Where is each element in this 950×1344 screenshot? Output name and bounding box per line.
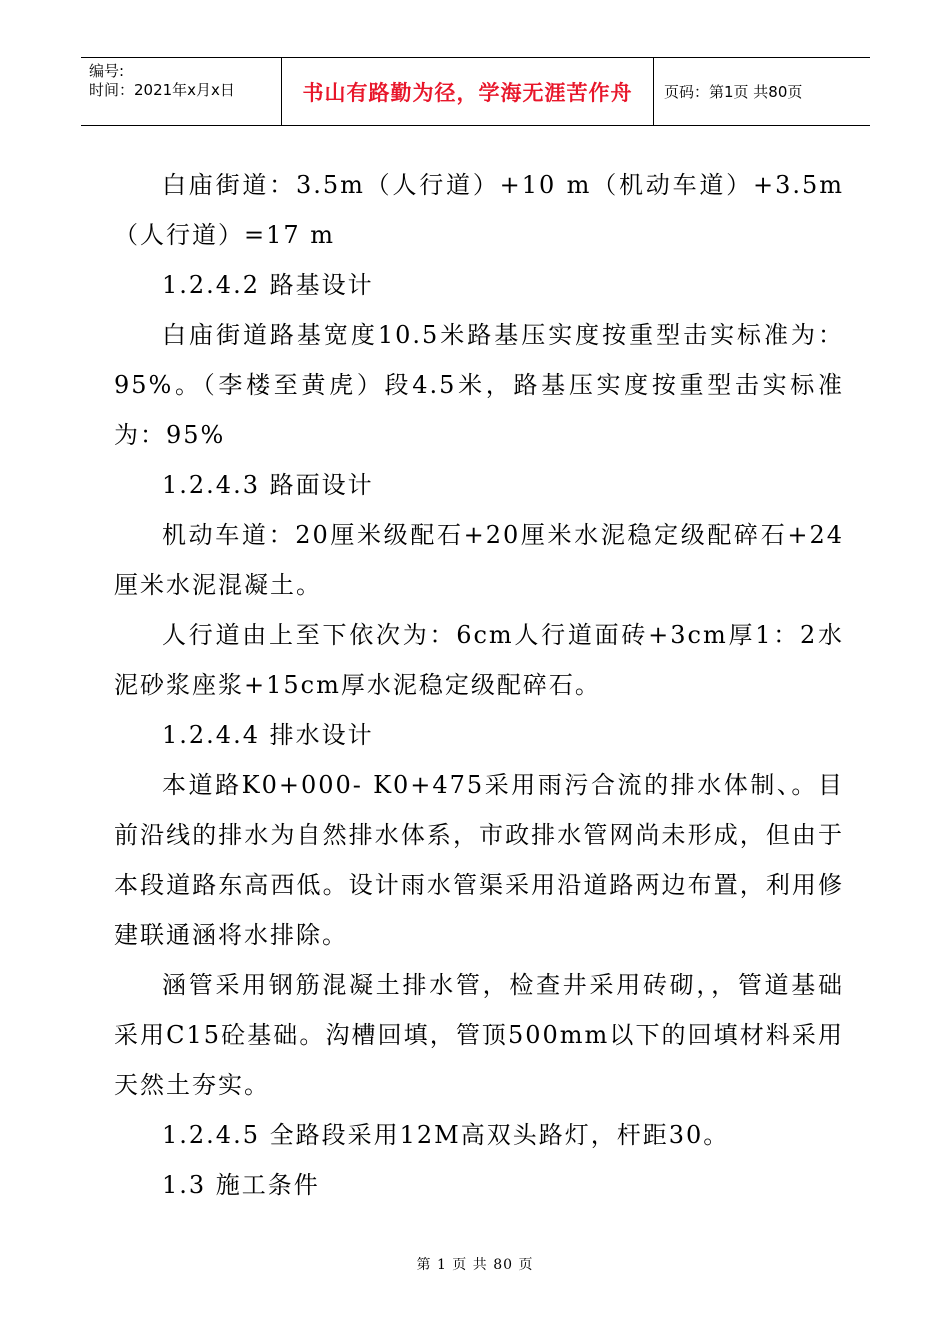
paragraph-motor-lane: 机动车道：20厘米级配石+20厘米水泥稳定级配碎石+24厘米水泥混凝土。 [114,521,844,599]
section-heading-lighting: 1.2.4.5 全路段采用12M高双头路灯，杆距30。 [162,1121,730,1149]
document-date: 时间：2021年x月x日 [89,81,235,99]
section-heading-subgrade: 1.2.4.2 路基设计 [162,271,374,299]
section-heading-construction-conditions: 1.3 施工条件 [162,1171,320,1199]
paragraph-drainage: 本道路K0+000- K0+475采用雨污合流的排水体制、。目前沿线的排水为自然排水体系，市政排水管网尚未形成，但由于本段道路东高西低。设计雨水管渠采用沿道路两边布置，利用修建联通涵将水排除。 [114,771,844,949]
paragraph-subgrade: 白庙街道路基宽度10.5米路基压实度按重型击实标准为：95%。（李楼至黄虎）段4.5米，路基压实度按重型击实标准为：95% [114,321,844,449]
paragraph-road-width: 白庙街道：3.5m（人行道）+10 m（机动车道）+3.5m（人行道）=17 m [114,171,844,249]
paragraph-culvert: 涵管采用钢筋混凝土排水管，检查井采用砖砌，，管道基础采用C15砼基础。沟槽回填，管顶500mm以下的回填材料采用天然土夯实。 [114,971,844,1099]
document-body [114,160,844,1210]
section-heading-drainage: 1.2.4.4 排水设计 [162,721,374,749]
paragraph-sidewalk: 人行道由上至下依次为：6cm人行道面砖+3cm厚1：2水泥砂浆座浆+15cm厚水泥稳定级配碎石。 [114,621,844,699]
header-motto: 书山有路勤为径，学海无涯苦作舟 [281,58,654,125]
document-number-label: 编号: [89,62,125,80]
section-heading-pavement: 1.2.4.3 路面设计 [162,471,374,499]
header-page-info: 页码：第1页 共80页 [664,83,803,101]
header-meta [81,58,281,125]
page-footer: 第 1 页 共 80 页 [416,1257,534,1273]
page-header [81,57,870,126]
